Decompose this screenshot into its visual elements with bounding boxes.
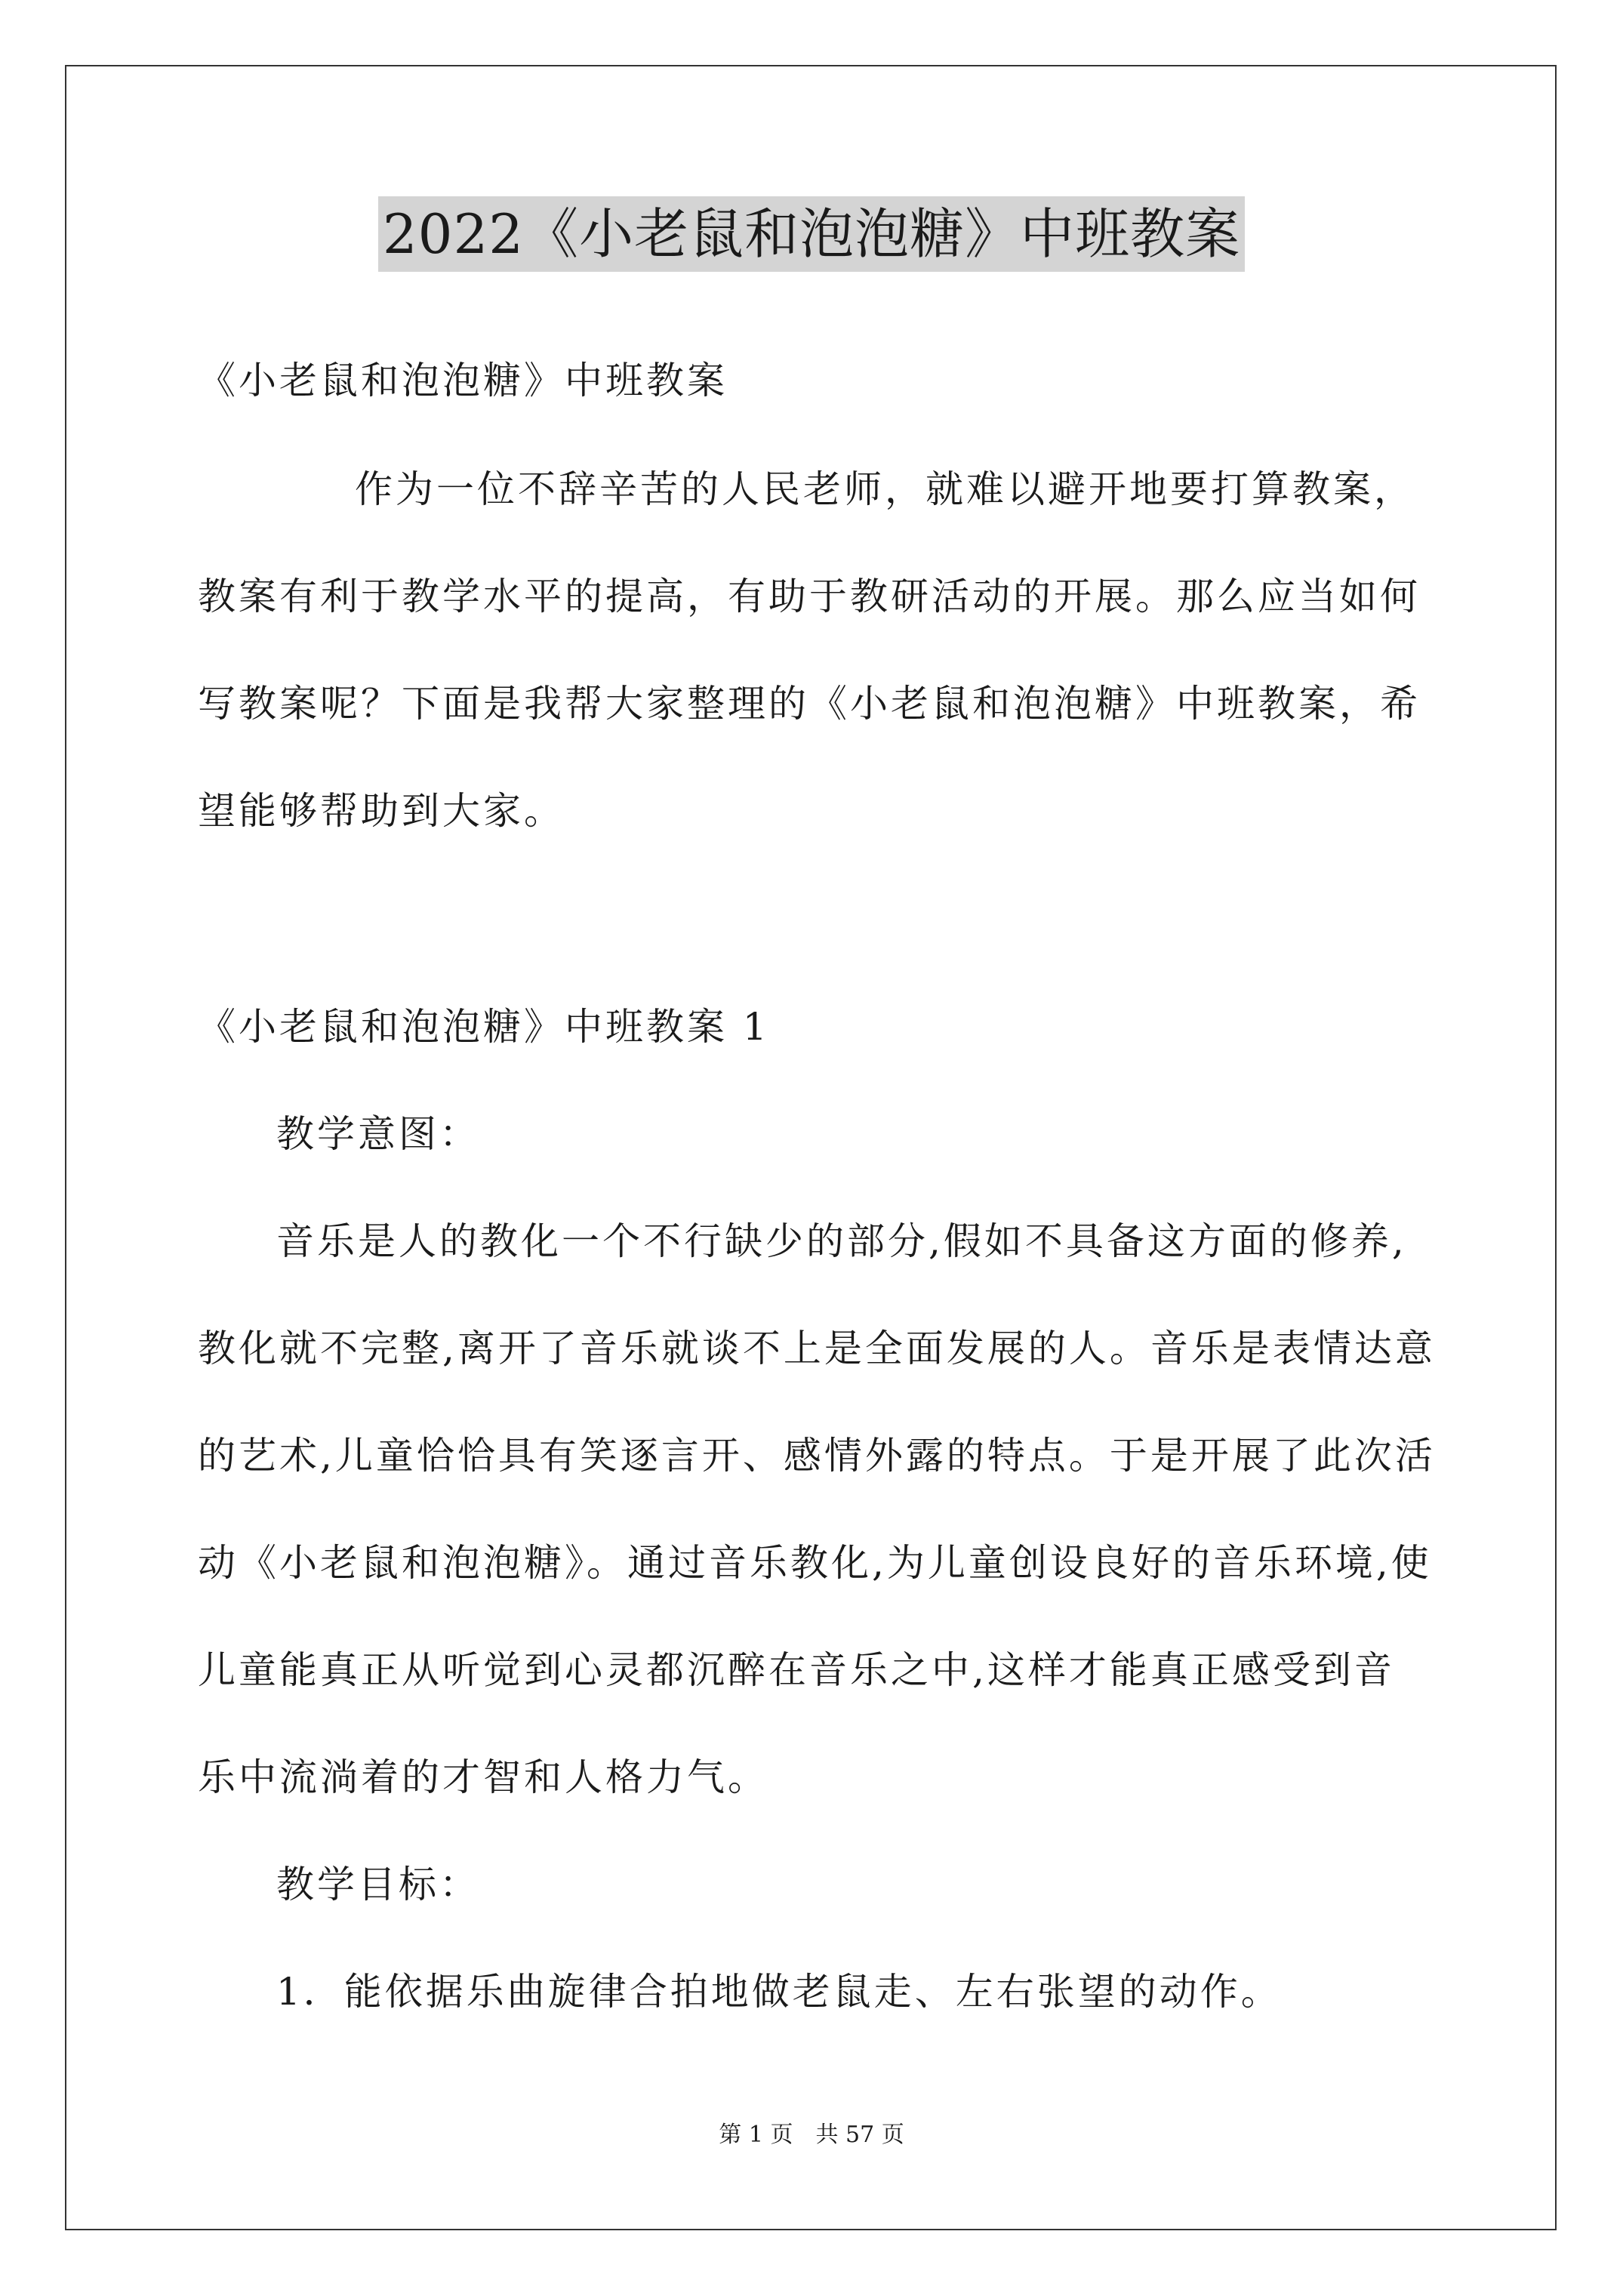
subtitle: 《小老鼠和泡泡糖》中班教案 <box>198 359 728 402</box>
intro-line-3: 写教案呢？下面是我帮大家整理的《小老鼠和泡泡糖》中班教案，希 <box>198 682 1421 726</box>
intent-line-4: 动《小老鼠和泡泡糖》。通过音乐教化,为儿童创设良好的音乐环境,使 <box>198 1541 1432 1585</box>
intro-line-4: 望能够帮助到大家。 <box>198 789 565 833</box>
intro-line-2: 教案有利于教学水平的提高，有助于教研活动的开展。那么应当如何 <box>198 575 1421 618</box>
title-container <box>0 196 1623 272</box>
intent-line-1: 音乐是人的教化一个不行缺少的部分,假如不具备这方面的修养, <box>276 1219 1407 1263</box>
intent-line-6: 乐中流淌着的才智和人格力气。 <box>198 1755 768 1799</box>
goal-heading: 教学目标： <box>276 1863 480 1906</box>
page-number: 第 1 页 共 57 页 <box>719 2122 904 2148</box>
intent-heading: 教学意图： <box>276 1112 480 1156</box>
intro-line-1: 作为一位不辞辛苦的人民老师，就难以避开地要打算教案， <box>355 467 1415 511</box>
goal-item-1: 1．能依据乐曲旋律合拍地做老鼠走、左右张望的动作。 <box>276 1970 1282 2014</box>
intent-line-3: 的艺术,儿童恰恰具有笑逐言开、感情外露的特点。于是开展了此次活 <box>198 1434 1436 1478</box>
document-title: 2022《小老鼠和泡泡糖》中班教案 <box>378 196 1245 272</box>
section-title: 《小老鼠和泡泡糖》中班教案 1 <box>198 1005 770 1049</box>
intent-line-2: 教化就不完整,离开了音乐就谈不上是全面发展的人。音乐是表情达意 <box>198 1327 1436 1370</box>
intent-line-5: 儿童能真正从听觉到心灵都沉醉在音乐之中,这样才能真正感受到音 <box>198 1648 1395 1692</box>
